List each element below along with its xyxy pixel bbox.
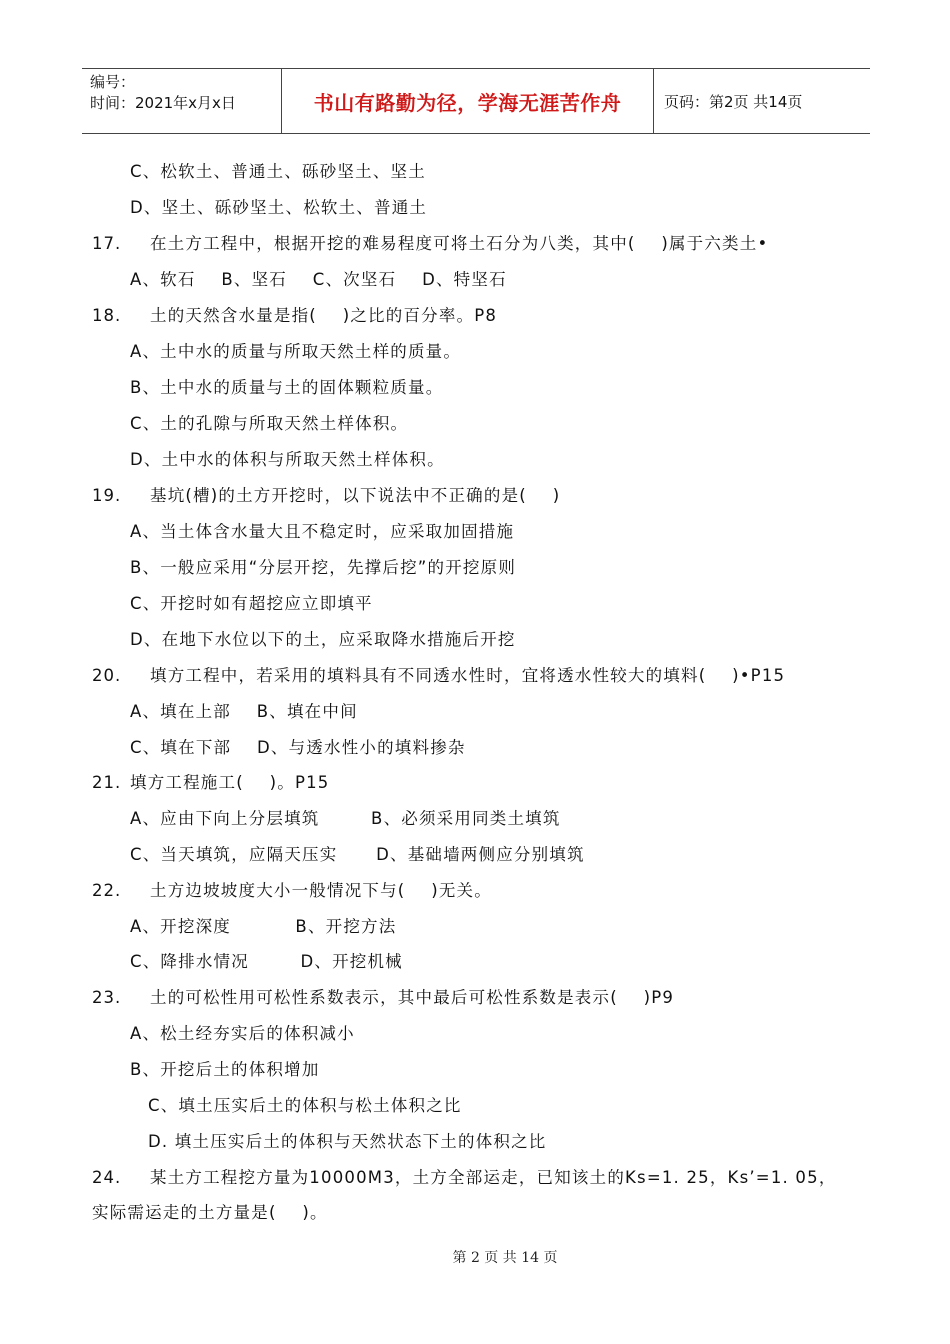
- answer-option-line: 实际需运走的土方量是( )。: [92, 1203, 328, 1222]
- question-number: 17.: [92, 234, 122, 253]
- header-meta: [82, 69, 282, 133]
- answer-option-line: C、当天填筑，应隔天压实 D、基础墙两侧应分别填筑: [130, 845, 585, 864]
- question-stem: 填方工程施工( )。P15: [130, 773, 330, 792]
- question-number: 20.: [92, 666, 122, 685]
- doc-number-label: 编号：: [90, 73, 136, 91]
- answer-option-line: A、填在上部 B、填在中间: [130, 702, 358, 721]
- answer-option-line: C、填土压实后土的体积与松土体积之比: [148, 1096, 462, 1115]
- answer-option-line: D. 填土压实后土的体积与天然状态下土的体积之比: [148, 1132, 547, 1151]
- question-stem: 某土方工程挖方量为10000M3，土方全部运走，已知该土的Ks=1. 25，Ks’=1. 05，: [150, 1168, 837, 1187]
- question-stem: 基坑(槽)的土方开挖时，以下说法中不正确的是( ): [150, 486, 561, 505]
- question-number: 21.: [92, 773, 122, 792]
- header-page-label: 页码：第2页 共14页: [664, 92, 803, 111]
- question-stem: 填方工程中，若采用的填料具有不同透水性时，宜将透水性较大的填料( )•P15: [150, 666, 786, 685]
- answer-option-line: C、松软土、普通土、砾砂坚土、坚土: [130, 162, 426, 181]
- answer-option-line: B、开挖后土的体积增加: [130, 1060, 320, 1079]
- doc-date-label: 时间：2021年x月x日: [90, 94, 236, 112]
- question-number: 19.: [92, 486, 122, 505]
- answer-option-line: B、土中水的质量与土的固体颗粒质量。: [130, 378, 444, 397]
- question-number: 24.: [92, 1168, 122, 1187]
- page-header: [82, 68, 870, 134]
- answer-option-line: A、软石 B、坚石 C、次坚石 D、特坚石: [130, 270, 507, 289]
- question-stem: 土的可松性用可松性系数表示，其中最后可松性系数是表示( )P9: [150, 988, 675, 1007]
- answer-option-line: D、在地下水位以下的土，应采取降水措施后开挖: [130, 630, 516, 649]
- answer-option-line: D、坚土、砾砂坚土、松软土、普通土: [130, 198, 428, 217]
- answer-option-line: A、当土体含水量大且不稳定时，应采取加固措施: [130, 522, 515, 541]
- question-number: 23.: [92, 988, 122, 1007]
- answer-option-line: C、填在下部 D、与透水性小的填料掺杂: [130, 738, 466, 757]
- question-stem: 土的天然含水量是指( )之比的百分率。P8: [150, 306, 498, 325]
- answer-option-line: A、土中水的质量与所取天然土样的质量。: [130, 342, 462, 361]
- page-footer: 第 2 页 共 14 页: [452, 1250, 558, 1266]
- answer-option-line: C、降排水情况 D、开挖机械: [130, 952, 403, 971]
- answer-option-line: C、开挖时如有超挖应立即填平: [130, 594, 373, 613]
- answer-option-line: B、一般应采用“分层开挖，先撑后挖”的开挖原则: [130, 558, 517, 577]
- answer-option-line: C、土的孔隙与所取天然土样体积。: [130, 414, 409, 433]
- answer-option-line: A、开挖深度 B、开挖方法: [130, 917, 397, 936]
- answer-option-line: A、应由下向上分层填筑 B、必须采用同类土填筑: [130, 809, 561, 828]
- question-number: 22.: [92, 881, 122, 900]
- header-motto: 书山有路勤为径，学海无涯苦作舟: [282, 69, 654, 133]
- question-stem: 在土方工程中，根据开挖的难易程度可将土石分为八类，其中( )属于六类土•: [150, 234, 769, 253]
- question-number: 18.: [92, 306, 122, 325]
- answer-option-line: D、土中水的体积与所取天然土样体积。: [130, 450, 445, 469]
- answer-option-line: A、松土经夯实后的体积减小: [130, 1024, 355, 1043]
- question-stem: 土方边坡坡度大小一般情况下与( )无关。: [150, 881, 492, 900]
